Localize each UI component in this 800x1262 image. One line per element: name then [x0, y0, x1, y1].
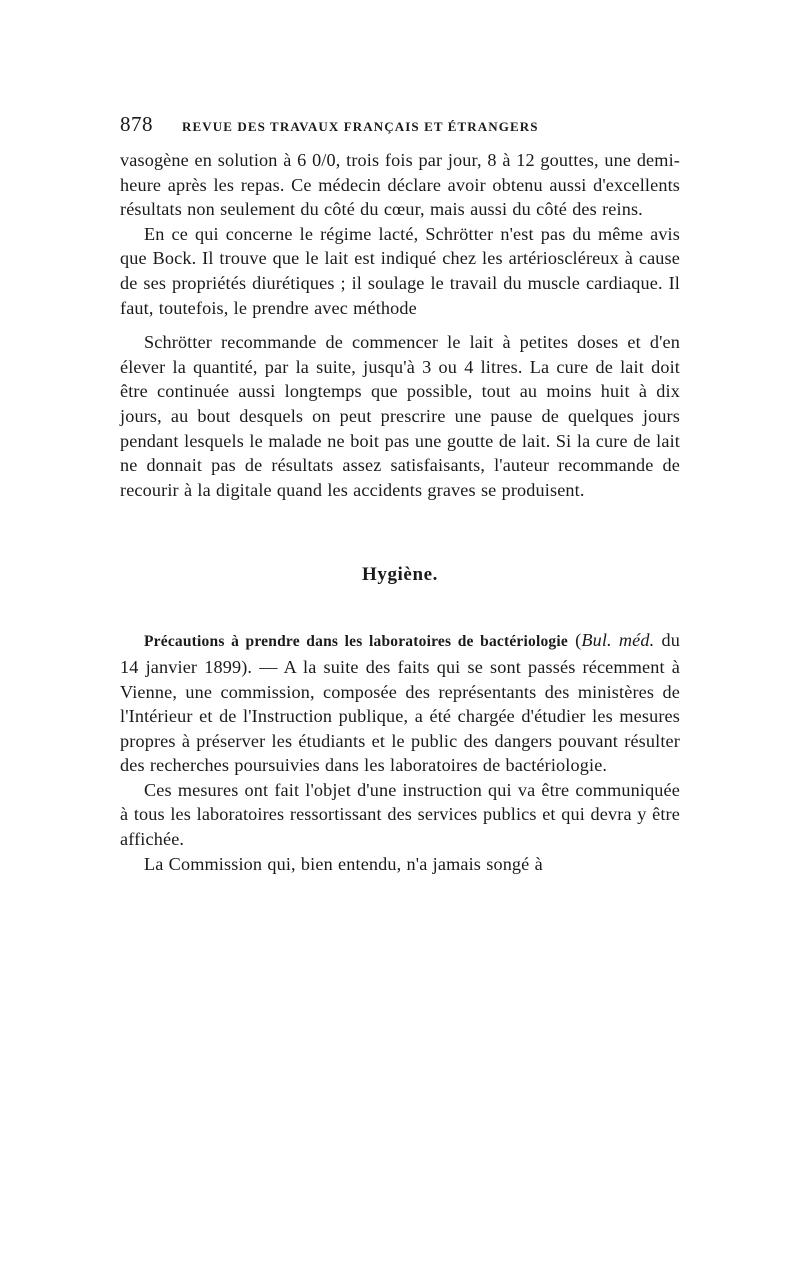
running-title: REVUE DES TRAVAUX FRANÇAIS ET ÉTRANGERS: [182, 119, 539, 134]
paragraph-milk-regimen: En ce qui concerne le régime lacté, Schrötter n'est pas du même avis que Bock. Il trouve que le lait est indiqué chez les artérioscléreux à cause de ses propriétés diurétiques ; il soulage le travail du muscle cardiaque. Il faut, toutefois, le prendre avec méthode: [120, 223, 680, 318]
article-first-paragraph: [120, 628, 680, 778]
running-head: [120, 112, 680, 142]
article-paragraph-commission: La Commission qui, bien entendu, n'a jamais songé à: [144, 853, 543, 874]
article-source-journal: Bul. méd.: [581, 630, 655, 651]
paragraph-continuation: vasogène en solution à 6 0/0, trois fois par jour, 8 à 12 gouttes, une demi-heure après les repas. Ce médecin déclare avoir obtenu aussi d'excellents résultats non seulement du côté du cœur, mais aussi du côté des reins.: [120, 150, 680, 220]
article-source-date: du 14 janvier 1899). —: [120, 630, 680, 677]
paragraph-schrotter-recommendation: Schrötter recommande de commencer le lait à petites doses et d'en élever la quantité, par la suite, jusqu'à 3 ou 4 litres. La cure de lait doit être continuée aussi longtemps que possible, tout au moins huit à dix jours, au bout desquels on peut prescrire une pause de quelques jours pendant lesquels le malade ne boit pas une goutte de lait. Si la cure de lait ne donnait pas de résultats assez satisfaisants, l'auteur recommande de recourir à la digitale quand les accidents graves se produisent.: [120, 332, 680, 500]
section-title-hygiene: Hygiène.: [361, 564, 439, 586]
page-number: 878: [120, 112, 153, 136]
article-title: Précautions à prendre dans les laboratoires de bactériologie: [144, 633, 568, 651]
article-paragraph-instruction: Ces mesures ont fait l'objet d'une instruction qui va être communiquée à tous les laboratoires ressortissant des services publics et qui devra y être affichée.: [120, 779, 680, 850]
article-source-open: (: [575, 630, 582, 651]
page-content: [120, 112, 680, 876]
article-body-first: A la suite des faits qui se sont passés récemment à Vienne, une commission, composée des représentants des ministères de l'Intérieur et de l'Instruction publique, a été chargée d'étudier les mesures propres à préserver les étudiants et le public des dangers pouvant résulter des recherches poursuivies dans les laboratoires de bactériologie.: [120, 656, 680, 776]
